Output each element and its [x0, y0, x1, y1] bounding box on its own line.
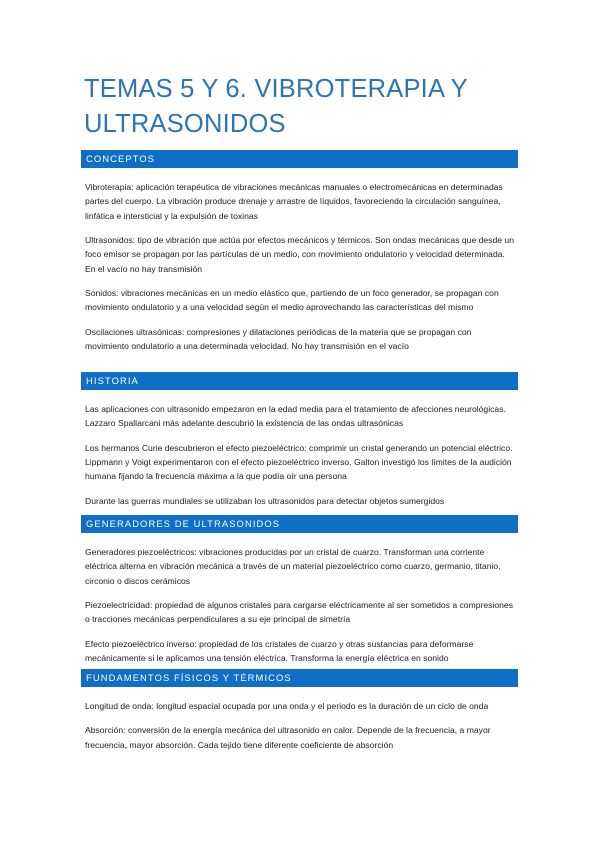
section-fundamentos	[81, 669, 518, 752]
paragraph: Absorción: conversión de la energía mecánica del ultrasonido en calor. Depende de la frecuencia, a mayor frecuencia, mayor absorción. Cada tejido tiene diferente coeficiente de absorción	[85, 725, 491, 750]
section-heading: FUNDAMENTOS FÍSICOS Y TÉRMICOS	[81, 669, 518, 687]
paragraph: Piezoelectricidad: propiedad de algunos cristales para cargarse eléctricamente al ser sometidos a compresiones o tracciones mecánicas perpendiculares a su eje principal de simetría	[85, 600, 514, 625]
paragraph: Las aplicaciones con ultrasonido empezaron en la edad media para el tratamiento de afecciones neurológicas. Lazzaro Spallarcani más adelante descubrió la existencia de las ondas ultrasónicas	[85, 404, 506, 429]
paragraph: Longitud de onda: longitud espacial ocupada por una onda y el periodo es la duración de un ciclo de onda	[85, 701, 489, 711]
paragraph: Los hermanos Curie descubrieron el efecto piezoeléctrico: comprimir un cristal generando un potencial eléctrico. Lippmann y Voigt experimentaron con el efecto piezoeléctrico inverso. Galton investigó los límites de la audición humana fijando la frecuencia máxima a la que podía oír una persona	[85, 442, 513, 482]
section-historia	[81, 372, 518, 508]
paragraph: Sonidos: vibraciones mecánicas en un medio elástico que, partiendo de un foco generador, se propagan con movimiento ondulatorio y a una velocidad según el medio aprovechando las características del mismo	[85, 288, 499, 313]
section-heading: CONCEPTOS	[81, 150, 518, 168]
paragraph: Generadores piezoeléctricos: vibraciones producidas por un cristal de cuarzo. Transforman una corriente eléctrica alterna en vibración mecánica a través de un material piezoeléctrico como cuarzo, germanio, titanio, circonio o discos cerámicos	[85, 547, 501, 586]
section-generadores	[81, 515, 518, 665]
paragraph: Ultrasonidos: tipo de vibración que actúa por efectos mecánicos y térmicos. Son ondas mecánicas que desde un foco emisor se propagan por las partículas de un medio, con movimiento ondulatorio y velocidad determinada. En el vacío no hay transmisión	[85, 235, 514, 274]
paragraph: Durante las guerras mundiales se utilizaban los ultrasonidos para detectar objetos sumergidos	[85, 495, 445, 506]
section-heading: GENERADORES DE ULTRASONIDOS	[81, 515, 518, 533]
page-title: TEMAS 5 Y 6. VIBROTERAPIA Y ULTRASONIDOS	[84, 75, 468, 138]
section-heading: HISTORIA	[81, 372, 518, 390]
paragraph: Efecto piezoeléctrico inverso: propiedad de los cristales de cuarzo y otras sustancias para deformarse mecánicamente si le aplicamos una tensión eléctrica. Transforma la energía eléctrica en sonido	[85, 638, 474, 664]
section-conceptos	[81, 150, 518, 354]
paragraph: Oscilaciones ultrasónicas: compresiones y dilataciones periódicas de la materia que se propagan con movimiento ondulatorio a una determinada velocidad. No hay transmisión en el vacío	[85, 326, 472, 352]
paragraph: Vibroterapia: aplicación terapéutica de vibraciones mecánicas manuales o electromecánicas en determinadas partes del cuerpo. La vibración produce drenaje y arrastre de líquidos, favoreciendo la circulación sanguínea, linfática e intersticial y la expulsión de toxinas	[85, 182, 503, 221]
